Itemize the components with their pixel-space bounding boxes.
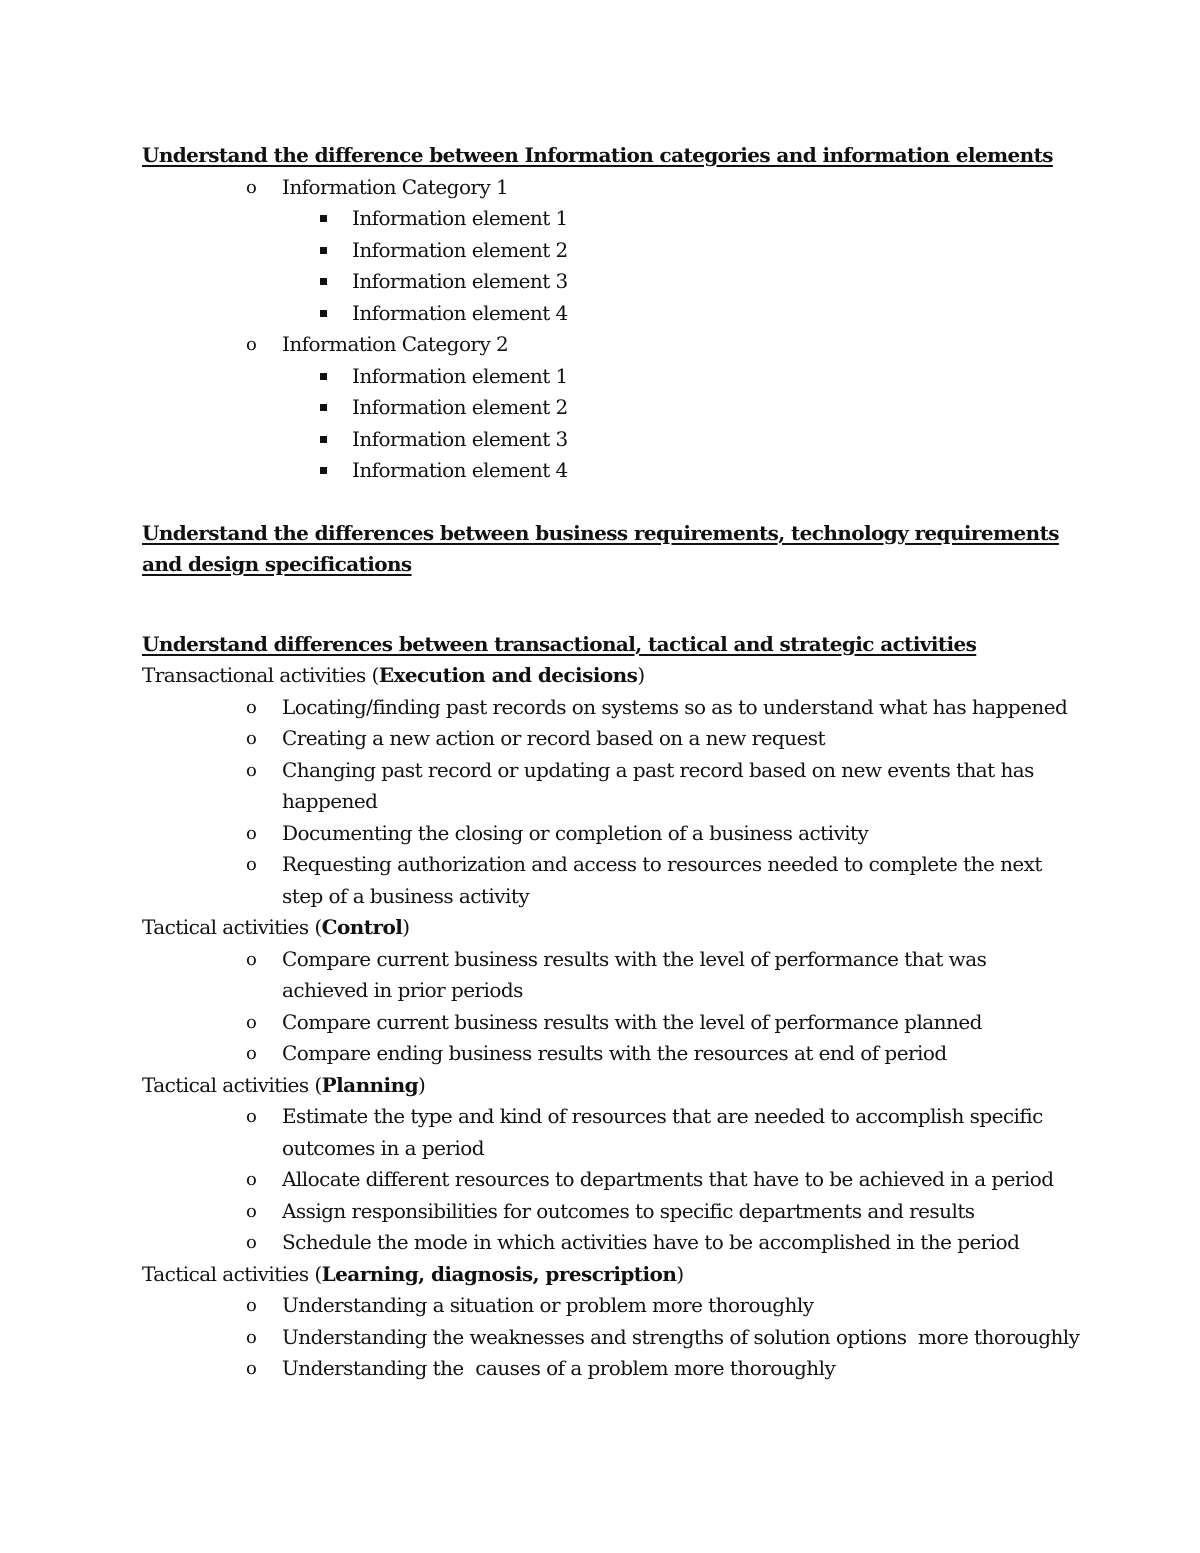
circle-bullet-icon: o bbox=[246, 696, 257, 718]
activity-item: o Locating/finding past records on systems so as to understand what has happened bbox=[142, 692, 1062, 724]
circle-bullet-icon: o bbox=[246, 1200, 257, 1222]
square-bullet-icon bbox=[320, 467, 327, 474]
circle-bullet-icon: o bbox=[246, 1295, 257, 1316]
circle-bullet-icon: o bbox=[246, 334, 257, 355]
square-bullet-icon bbox=[320, 247, 327, 254]
square-bullet-icon bbox=[320, 436, 327, 443]
activity-item: o Creating a new action or record based on a new request bbox=[142, 723, 1062, 755]
circle-bullet-icon: o bbox=[246, 1011, 257, 1033]
activity-item: o Requesting authorization and access to resources needed to complete the next step of a business activity bbox=[142, 849, 1062, 912]
circle-bullet-icon: o bbox=[246, 1169, 257, 1190]
activity-item: o Compare current business results with the level of performance that was achieved in prior periods bbox=[142, 944, 1062, 1007]
circle-bullet-icon: o bbox=[246, 1232, 257, 1253]
square-bullet-icon bbox=[320, 278, 327, 285]
circle-bullet-icon: o bbox=[246, 1326, 257, 1348]
circle-bullet-icon: o bbox=[246, 1106, 257, 1127]
element-item: Information element 1 bbox=[142, 361, 1062, 393]
activity-item: o Schedule the mode in which activities have to be accomplished in the period bbox=[142, 1227, 1062, 1259]
square-bullet-icon bbox=[320, 310, 327, 317]
circle-bullet-icon: o bbox=[246, 759, 257, 781]
circle-bullet-icon: o bbox=[246, 176, 257, 198]
element-item: Information element 3 bbox=[142, 266, 1062, 298]
square-bullet-icon bbox=[320, 373, 327, 380]
section-heading-requirements: Understand the differences between business requirements, technology requirements and design specifications bbox=[142, 520, 1059, 576]
circle-bullet-icon: o bbox=[246, 854, 257, 875]
element-item: Information element 1 bbox=[142, 203, 1062, 235]
activity-item: o Estimate the type and kind of resources that are needed to accomplish specific outcomes in a period bbox=[142, 1101, 1062, 1164]
activity-item: o Understanding the causes of a problem more thoroughly bbox=[142, 1353, 1062, 1385]
activity-item: o Understanding the weaknesses and strengths of solution options more thoroughly bbox=[142, 1322, 1062, 1354]
square-bullet-icon bbox=[320, 215, 327, 222]
group-label-learning: Tactical activities (Learning, diagnosis, prescription) bbox=[142, 1261, 684, 1286]
activity-item: o Documenting the closing or completion of a business activity bbox=[142, 818, 1062, 850]
circle-bullet-icon: o bbox=[246, 1358, 257, 1379]
activity-item: o Allocate different resources to departments that have to be achieved in a period bbox=[142, 1164, 1062, 1196]
element-item: Information element 4 bbox=[142, 298, 1062, 330]
section-heading-activities: Understand differences between transactional, tactical and strategic activities bbox=[142, 631, 977, 656]
element-item: Information element 3 bbox=[142, 424, 1062, 456]
activity-item: o Compare current business results with the level of performance planned bbox=[142, 1007, 1062, 1039]
circle-bullet-icon: o bbox=[246, 728, 257, 749]
category-item: o Information Category 1 bbox=[142, 172, 1062, 204]
group-label-transactional: Transactional activities (Execution and decisions) bbox=[142, 663, 645, 687]
section-heading-information: Understand the difference between Information categories and information elements bbox=[142, 143, 1053, 167]
group-label-control: Tactical activities (Control) bbox=[142, 915, 410, 939]
element-item: Information element 2 bbox=[142, 392, 1062, 424]
document-page bbox=[142, 140, 1080, 1385]
activity-item: o Changing past record or updating a past record based on new events that has happened bbox=[142, 755, 1062, 818]
circle-bullet-icon: o bbox=[246, 1043, 257, 1064]
circle-bullet-icon: o bbox=[246, 822, 257, 844]
group-label-planning: Tactical activities (Planning) bbox=[142, 1072, 426, 1097]
square-bullet-icon bbox=[320, 404, 327, 411]
activity-item: o Assign responsibilities for outcomes to specific departments and results bbox=[142, 1196, 1062, 1228]
activity-item: o Understanding a situation or problem more thoroughly bbox=[142, 1290, 1062, 1322]
element-item: Information element 2 bbox=[142, 235, 1062, 267]
category-item: o Information Category 2 bbox=[142, 329, 1062, 361]
circle-bullet-icon: o bbox=[246, 948, 257, 970]
activity-item: o Compare ending business results with the resources at end of period bbox=[142, 1038, 1062, 1070]
element-item: Information element 4 bbox=[142, 455, 1062, 487]
